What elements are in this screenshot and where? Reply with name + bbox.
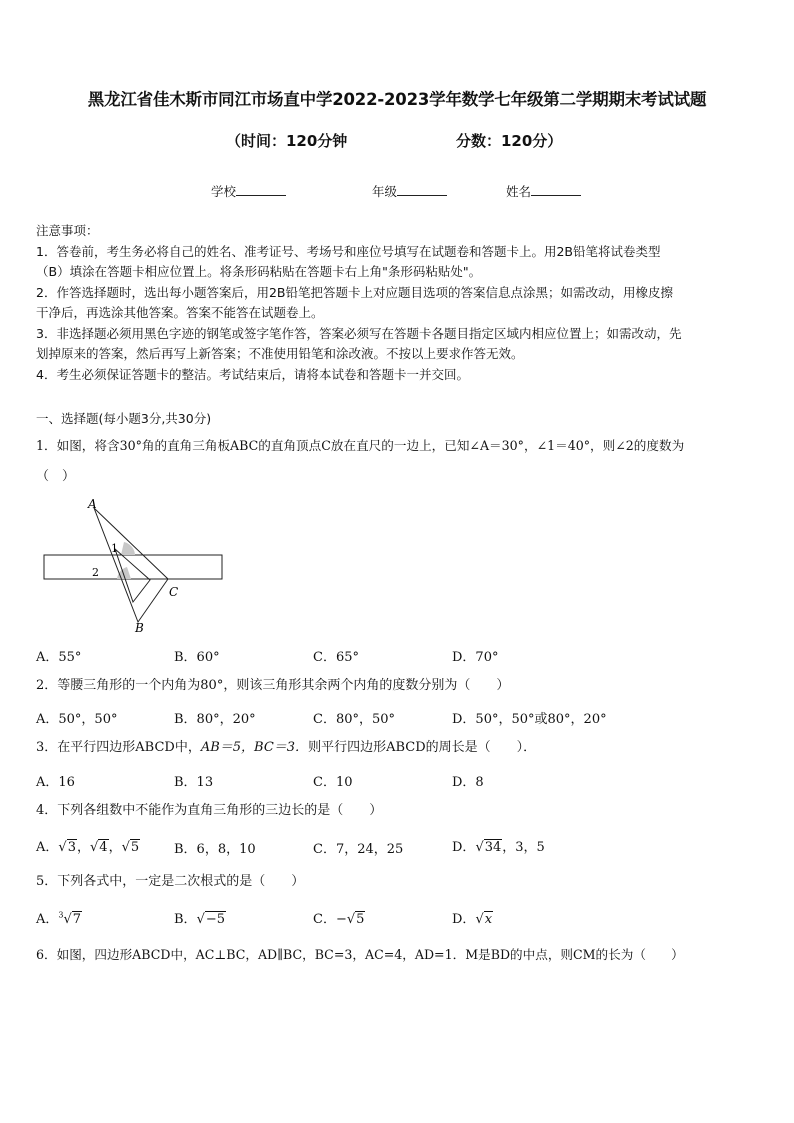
q4-option-b: B．6，8，10 [174, 842, 256, 857]
q1-option-a: A．55° [36, 650, 82, 665]
notes-block [36, 221, 681, 385]
school-label: 学校 [211, 184, 237, 199]
q4-a-sep2: ， [108, 840, 122, 855]
sqrt-icon: √−5 [196, 912, 226, 927]
q3-option-a: A．16 [36, 775, 75, 790]
sqrt-icon: √5 [121, 840, 140, 855]
q2-option-b: B．80°，20° [174, 712, 256, 727]
q2-option-a: A．50°，50° [36, 712, 118, 727]
grade-field [372, 182, 447, 200]
sqrt-icon: √x [475, 912, 493, 927]
q4-a-sep1: ， [76, 840, 90, 855]
q5-option-c-label: C． [313, 912, 336, 927]
school-blank [236, 183, 286, 196]
q1-option-d: D．70° [452, 650, 499, 665]
q3-option-b: B．13 [174, 775, 214, 790]
q1-stem: 1．如图，将含30°角的直角三角板ABC的直角顶点C放在直尺的一边上，已知∠A＝30°，∠1＝40°，则∠2的度数为 [36, 438, 685, 453]
q4-d-tail: ，3，5 [502, 840, 545, 855]
notes-line: 划掉原来的答案，然后再写上新答案；不准使用铅笔和涂改液。不按以上要求作答无效。 [36, 346, 524, 361]
label-angle-1: 1 [111, 542, 118, 555]
label-A: A [88, 497, 97, 511]
q5-stem: 5．下列各式中，一定是二次根式的是（ ） [36, 874, 305, 889]
q3-option-d: D．8 [452, 775, 484, 790]
q3-stem-pre: 3．在平行四边形ABCD中， [36, 740, 201, 755]
notes-line: 4．考生必须保证答题卡的整洁。考试结束后，请将本试卷和答题卡一并交回。 [36, 366, 469, 382]
notes-line: 1．答卷前，考生务必将自己的姓名、准考证号、考场号和座位号填写在试题卷和答题卡上。用2B铅笔将试卷类型 [36, 243, 661, 259]
cube-root-icon: √7 [63, 912, 82, 927]
q1-option-c: C．65° [313, 650, 359, 665]
ruler [44, 555, 222, 579]
q1-figure [38, 494, 234, 638]
sqrt-icon: √4 [89, 840, 108, 855]
q5-option-d-label: D． [452, 912, 476, 927]
q4-option-c: C．7，24，25 [313, 842, 404, 857]
notes-line: 2．作答选择题时，选出每小题答案后，用2B铅笔把答题卡上对应题目选项的答案信息点涂黑；如需改动，用橡皮擦 [36, 284, 673, 300]
q2-stem: 2．等腰三角形的一个内角为80°，则该三角形其余两个内角的度数分别为（ ） [36, 678, 510, 693]
q4-option-a-label: A． [36, 840, 59, 855]
q2-option-d: D．50°，50°或80°，20° [452, 712, 607, 727]
q4-a-rad1: 3 [67, 840, 76, 855]
notes-line: （B）填涂在答题卡相应位置上。将条形码粘贴在答题卡右上角"条形码粘贴处"。 [36, 264, 482, 279]
notes-line: 干净后，再选涂其他答案。答案不能答在试题卷上。 [36, 305, 324, 320]
q4-d-rad: 34 [484, 840, 502, 855]
q1-stem-blank: （ ） [36, 469, 76, 484]
q4-a-rad2: 4 [99, 840, 108, 855]
sqrt-icon: √5 [346, 912, 365, 927]
q5-a-index: 3 [58, 910, 64, 920]
q5-c-rad: 5 [356, 912, 365, 927]
grade-label: 年级 [372, 184, 398, 199]
q4-stem: 4．下列各组数中不能作为直角三角形的三边长的是（ ） [36, 803, 383, 818]
label-C: C [169, 585, 179, 599]
label-angle-2: 2 [92, 566, 99, 579]
q5-option-a-label: A． [36, 912, 59, 927]
q5-option-b [174, 908, 226, 927]
q3-stem-post: 则平行四边形ABCD的周长是（ ）． [308, 740, 537, 755]
q3-bc: BC＝3． [254, 740, 309, 755]
notes-line: 3．非选择题必须用黑色字迹的钢笔或签字笔作答，答案必须写在答题卡各题目指定区域内相应位置上；如需改动，先 [36, 325, 682, 341]
name-blank [531, 183, 581, 196]
triangle-abc [94, 508, 168, 622]
q4-option-d [452, 836, 545, 855]
q3-stem [36, 739, 536, 757]
name-label: 姓名 [506, 184, 532, 199]
exam-score: 分数：120分） [456, 132, 563, 150]
q5-option-a [36, 908, 82, 927]
q5-c-minus: − [335, 912, 347, 927]
q5-option-d [452, 908, 493, 927]
q1-option-b: B．60° [174, 650, 220, 665]
q6-stem: 6．如图，四边形ABCD中，AC⊥BC，AD∥BC，BC=3，AC=4，AD=1．M是BD的中点，则CM的长为（ ） [36, 947, 684, 962]
q5-a-rad: 7 [72, 912, 82, 927]
grade-blank [397, 183, 447, 196]
sqrt-icon: √3 [58, 840, 76, 855]
q5-d-rad: x [484, 912, 493, 927]
q2-option-c: C．80°，50° [313, 712, 396, 727]
angle-1-mark [121, 542, 135, 555]
q4-a-rad3: 5 [130, 840, 140, 855]
q5-option-b-label: B． [174, 912, 197, 927]
q5-b-rad: −5 [205, 912, 226, 927]
exam-time: （时间：120分钟 [226, 132, 348, 150]
sqrt-icon: √34 [475, 840, 502, 855]
q4-option-a [36, 836, 140, 855]
name-field [506, 182, 581, 200]
q3-ab: AB＝5， [200, 740, 255, 755]
school-field [211, 182, 286, 200]
q4-option-d-label: D． [452, 840, 476, 855]
label-B: B [135, 621, 144, 635]
q3-option-c: C．10 [313, 775, 353, 790]
notes-heading: 注意事项： [36, 223, 99, 238]
section-heading: 一、选择题(每小题3分,共30分) [36, 411, 212, 426]
page-title: 黑龙江省佳木斯市同江市场直中学2022-2023学年数学七年级第二学期期末考试试题 [87, 90, 707, 109]
q5-option-c [313, 908, 365, 927]
